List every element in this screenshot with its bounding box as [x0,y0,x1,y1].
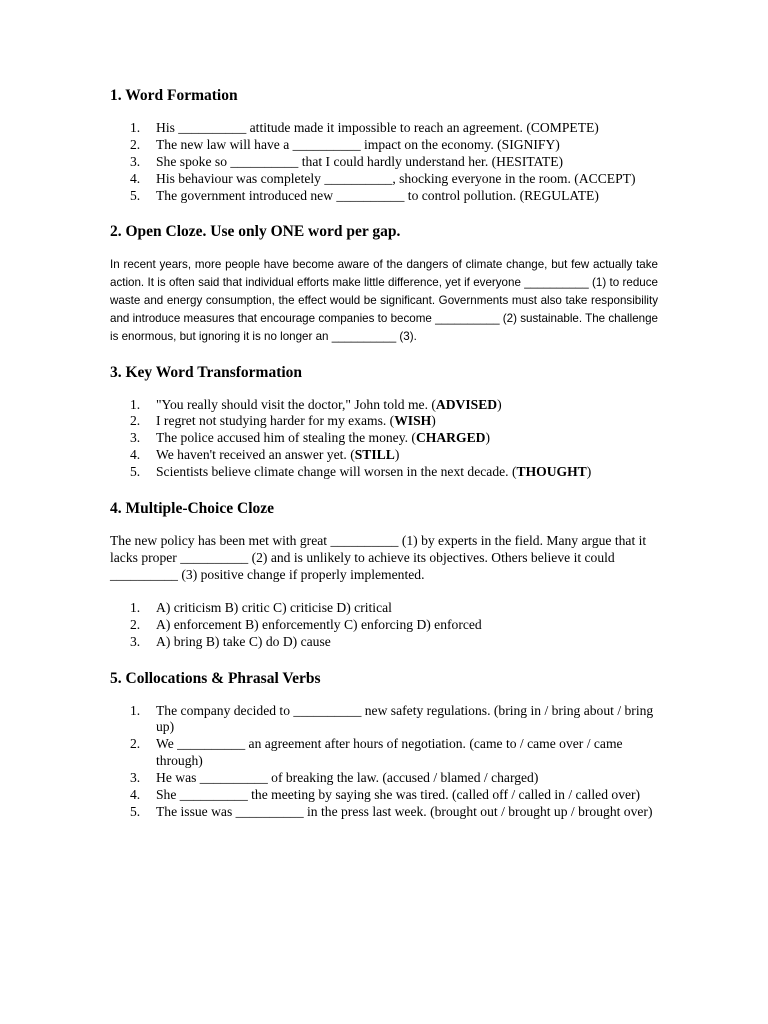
list-item: 2. A) enforcement B) enforcemently C) enforcing D) enforced [130,616,482,632]
list-item: 4. His behaviour was completely __________, shocking everyone in the room. (ACCEPT) [130,170,636,186]
list-item: 1. A) criticism B) critic C) criticise D) critical [130,599,392,615]
list-item: 1. His __________ attitude made it impossible to reach an agreement. (COMPETE) [130,120,599,135]
list-item: 3. The police accused him of stealing the money. (CHARGED) [130,430,490,446]
section-2-paragraph: In recent years, more people have become aware of the dangers of climate change, but few actually take action. It is often said that individual efforts make little difference, yet if everyone __________ (1) to reduce waste and energy consumption, the effect would be significant. Governments must also take responsibility and introduce measures that encourage companies to become __________ (2) sustainable. The challenge is enormous, but ignoring it is no longer an __________ (3). [110,257,658,344]
list-item: 3. A) bring B) take C) do D) cause [130,633,331,649]
section-2-heading: 2. Open Cloze. Use only ONE word per gap. [110,222,401,240]
list-item: 4. She __________ the meeting by saying she was tired. (called off / called in / called over) [130,787,641,803]
keyword: THOUGHT [516,464,587,480]
keyword: STILL [354,447,395,463]
list-item: 3. She spoke so __________ that I could hardly understand her. (HESITATE) [130,153,564,169]
worksheet [110,86,658,821]
section-5-heading: 5. Collocations & Phrasal Verbs [110,669,321,687]
list-item: 1. The company decided to __________ new safety regulations. (bring in / bring about / bring up) [130,702,654,735]
list-item: 2. I regret not studying harder for my exams. (WISH) [130,413,436,429]
section-5-list [110,703,658,821]
section-3-list [110,397,658,482]
keyword: WISH [394,413,432,429]
keyword: ADVISED [435,396,498,412]
list-item: 3. He was __________ of breaking the law. (accused / blamed / charged) [130,770,539,786]
list-item: 5. The government introduced new __________ to control pollution. (REGULATE) [130,187,599,203]
section-4-list [110,600,658,651]
section-4-heading: 4. Multiple-Choice Cloze [110,500,275,518]
list-item: 5. Scientists believe climate change will worsen in the next decade. (THOUGHT) [130,464,592,480]
list-item: 5. The issue was __________ in the press last week. (brought out / brought up / brought over) [130,803,653,819]
section-1-heading: 1. Word Formation [110,87,238,104]
list-item: 4. We haven't received an answer yet. (STILL) [130,447,400,463]
list-item: 2. We __________ an agreement after hours of negotiation. (came to / came over / came through) [130,736,623,769]
section-4-paragraph: The new policy has been met with great __________ (1) by experts in the field. Many argue that it lacks proper __________ (2) and is unlikely to achieve its objectives. Others believe it could __________ (3) positive change if properly implemented. [110,533,647,582]
section-3-heading: 3. Key Word Transformation [110,363,303,381]
list-item: 2. The new law will have a __________ impact on the economy. (SIGNIFY) [130,136,560,152]
list-item: 1. "You really should visit the doctor," John told me. (ADVISED) [130,396,502,412]
section-1-list [110,120,658,205]
keyword: CHARGED [415,430,486,446]
